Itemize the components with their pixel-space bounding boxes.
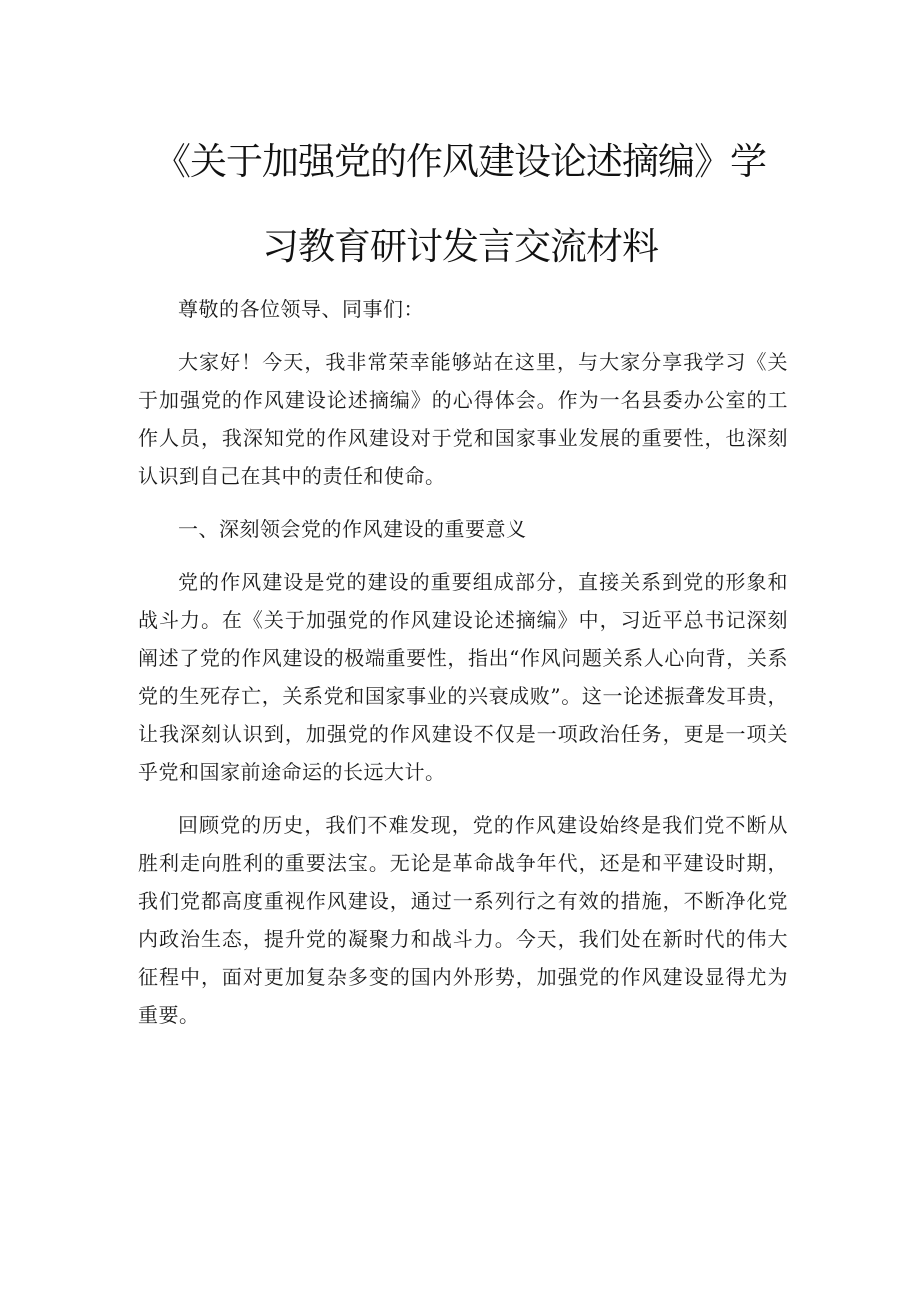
document-title-line-2: 习教育研讨发言交流材料 bbox=[262, 225, 658, 268]
document-title-line-1: 《关于加强党的作风建设论述摘编》学 bbox=[154, 140, 766, 183]
paragraph-significance: 党的作风建设是党的建设的重要组成部分，直接关系到党的形象和战斗力。在《关于加强党的作风建设论述摘编》中，习近平总书记深刻阐述了党的作风建设的极端重要性，指出“作风问题关系人心向背，关系党的生死存亡，关系党和国家事业的兴衰成败”。这一论述振聋发耳贵，让我深刻认识到，加强党的作风建设不仅是一项政治任务，更是一项关乎党和国家前途命运的长远大计。 bbox=[138, 570, 788, 784]
paragraph-intro: 大家好！今天，我非常荣幸能够站在这里，与大家分享我学习《关于加强党的作风建设论述摘编》的心得体会。作为一名县委办公室的工作人员，我深知党的作风建设对于党和国家事业发展的重要性，也深刻认识到自己在其中的责任和使命。 bbox=[138, 350, 788, 488]
document-body bbox=[138, 290, 788, 1049]
salutation: 尊敬的各位领导、同事们： bbox=[178, 297, 424, 321]
paragraph-history: 回顾党的历史，我们不难发现，党的作风建设始终是我们党不断从胜利走向胜利的重要法宝。无论是革命战争年代，还是和平建设时期，我们党都高度重视作风建设，通过一系列行之有效的措施，不断净化党内政治生态，提升党的凝聚力和战斗力。今天，我们处在新时代的伟大征程中，面对更加复杂多变的国内外形势，加强党的作风建设显得尤为重要。 bbox=[138, 813, 788, 1027]
section-heading-1: 一、深刻领会党的作风建设的重要意义 bbox=[178, 517, 527, 541]
